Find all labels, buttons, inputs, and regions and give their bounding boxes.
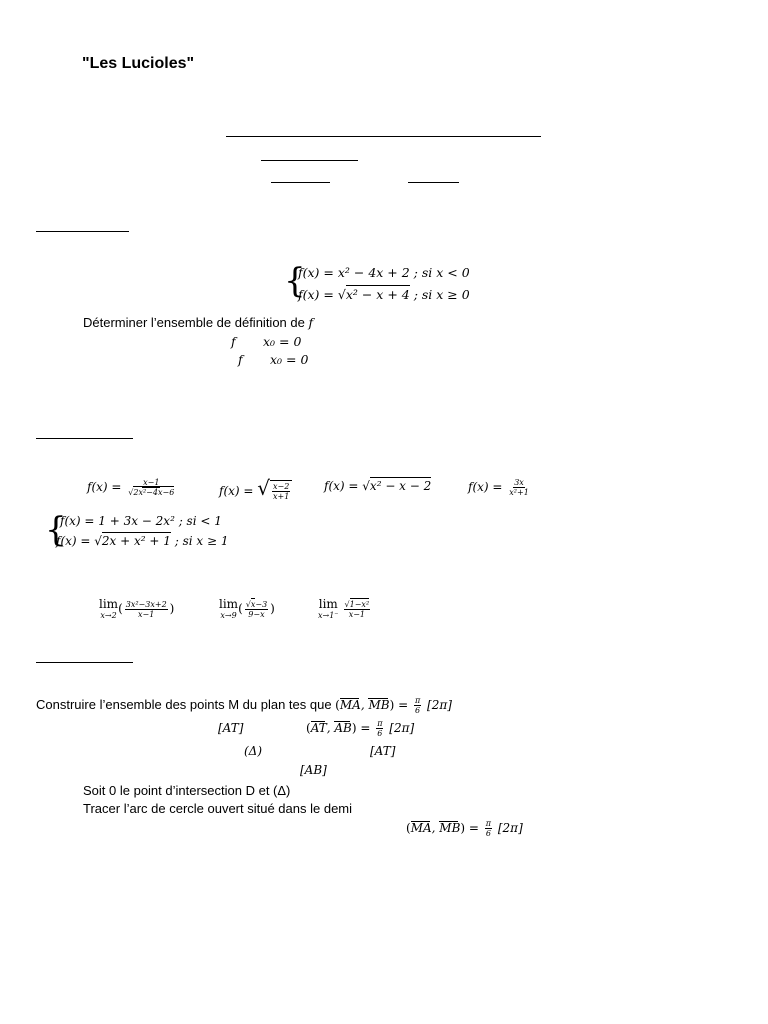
exercise1-q2-x0: x₀ = 0 bbox=[263, 334, 302, 349]
exercise3-line1: Construire l’ensemble des points M du plan tes que (MA, MB) = $\frac{\pi}{6}$ [2π] bbox=[36, 696, 452, 715]
system1-radicand: x² − x + 4 bbox=[345, 287, 410, 302]
exercise3-soit: Soit 0 le point d’intersection D et (Δ) bbox=[83, 783, 291, 798]
system-brace: { bbox=[284, 261, 306, 301]
segment-at: [AT] bbox=[218, 721, 244, 735]
system1-line1: f(x) = x² − 4x + 2 ; si x < 0 bbox=[298, 265, 470, 280]
exercise3-tracer: Tracer l’arc de cercle ouvert situé dans le demi bbox=[83, 801, 353, 816]
system1-line2: f(x) = √x² − x + 4 ; si x ≥ 0 bbox=[298, 287, 470, 302]
function-c: f(x) = √x² − x − 2 bbox=[324, 479, 432, 493]
exercise1-q2-f: f bbox=[231, 334, 236, 349]
function-a: f(x) = $\frac{x-1}{\text{√2x²−4x−6}}$ bbox=[87, 478, 175, 497]
exercise1-q3-f: f bbox=[238, 352, 243, 367]
exercise1-question1: Déterminer l’ensemble de définition de f bbox=[83, 315, 314, 330]
exercise3-heading-rule bbox=[36, 662, 133, 663]
segment-ab: [AB] bbox=[300, 763, 327, 777]
date-rule-left bbox=[271, 182, 330, 183]
limit-1: lim x→2 ( $\frac{\text{3x²−3x+2}}{x-1}$ ) bbox=[99, 597, 175, 620]
angle-ma-mb-final: (MA, MB) = $\frac{\pi}{6}$ [2π] bbox=[406, 819, 523, 838]
system2-line2: f(x) = √2x + x² + 1 ; si x ≥ 1 bbox=[56, 534, 229, 548]
school-name: "Les Lucioles" bbox=[82, 55, 195, 72]
exercise1-heading-rule bbox=[36, 231, 129, 232]
exercise2-heading-rule bbox=[36, 438, 133, 439]
limit-3: lim x→1⁻ $\frac{\text{√1−x²}}{x-1}$ bbox=[318, 597, 370, 620]
system2-brace: { bbox=[45, 510, 67, 550]
limit-2: lim x→9 ( $\frac{√x-3}{9-x}$ ) bbox=[219, 597, 275, 620]
line-delta: (Δ) bbox=[244, 744, 263, 758]
function-d: f(x) = $\frac{3x}{\text{x²+1}}$ bbox=[468, 478, 529, 497]
title-rule bbox=[226, 136, 541, 137]
exercise1-q3-x0: x₀ = 0 bbox=[270, 352, 309, 367]
angle-at-ab: (AT, AB) = $\frac{\pi}{6}$ [2π] bbox=[306, 719, 415, 738]
system2-line1: f(x) = 1 + 3x − 2x² ; si < 1 bbox=[60, 514, 222, 528]
segment-at-2: [AT] bbox=[370, 744, 396, 758]
function-b: f(x) = √ $\frac{x-2}{x+1}$ bbox=[219, 476, 292, 501]
date-rule-right bbox=[408, 182, 459, 183]
subtitle-rule bbox=[261, 160, 358, 161]
